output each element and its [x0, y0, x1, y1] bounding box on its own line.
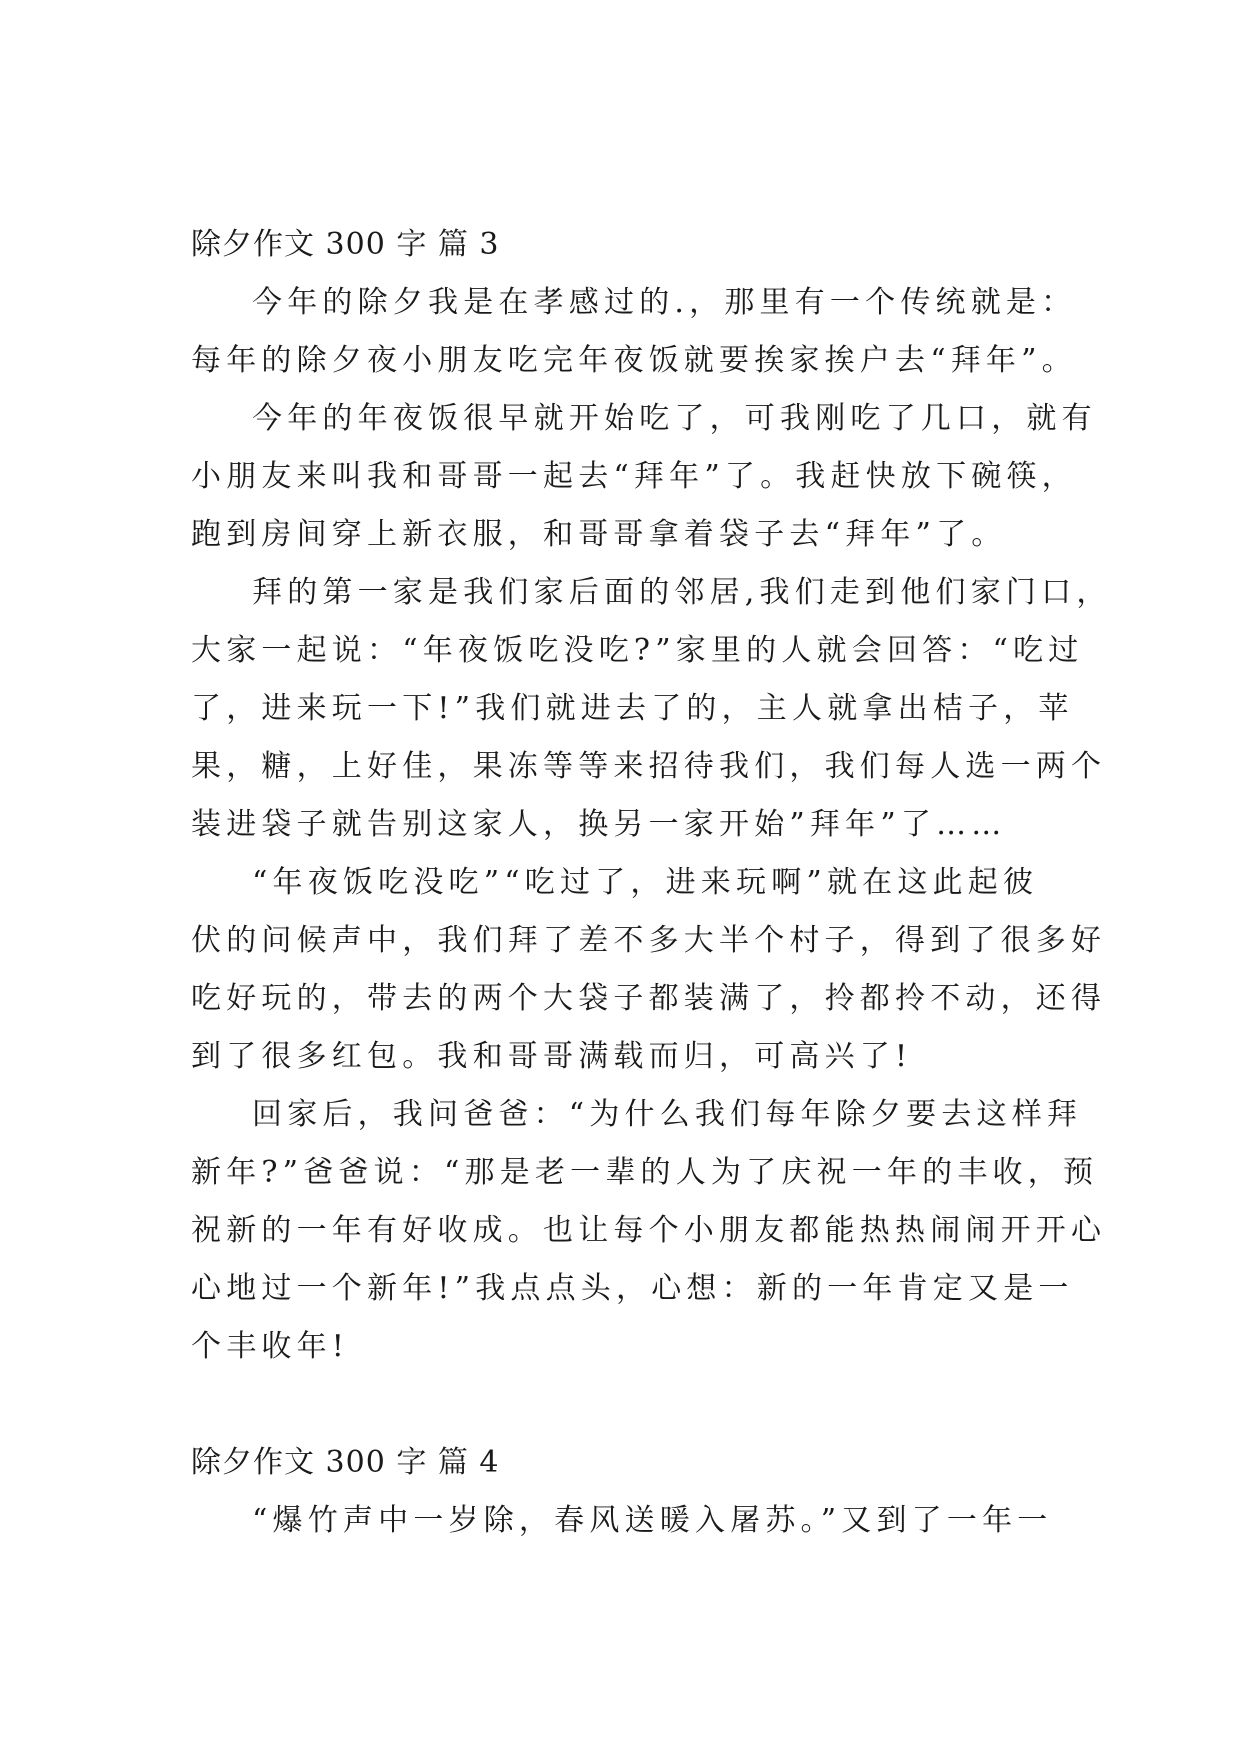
paragraph-line: 新年?”爸爸说：“那是老一辈的人为了庆祝一年的丰收，预 — [191, 1155, 1099, 1190]
paragraph-line: 了，进来玩一下!”我们就进去了的，主人就拿出桔子，苹 — [191, 691, 1074, 726]
paragraph-line: 祝新的一年有好收成。也让每个小朋友都能热热闹闹开开心 — [191, 1213, 1107, 1248]
paragraph-line: “爆竹声中一岁除，春风送暖入屠苏。”又到了一年一 — [252, 1503, 1053, 1538]
paragraph-line: 吃好玩的，带去的两个大袋子都装满了，拎都拎不动，还得 — [191, 981, 1107, 1016]
paragraph-line: 果，糖，上好佳，果冻等等来招待我们，我们每人选一两个 — [191, 749, 1107, 784]
paragraph-line: 伏的问候声中，我们拜了差不多大半个村子，得到了很多好 — [191, 923, 1107, 958]
paragraph-line: 今年的年夜饭很早就开始吃了，可我刚吃了几口，就有 — [252, 401, 1097, 436]
paragraph-line: 今年的除夕我是在孝感过的.，那里有一个传统就是： — [252, 285, 1077, 320]
paragraph-line: 心地过一个新年!”我点点头，心想：新的一年肯定又是一 — [191, 1271, 1074, 1306]
section-heading: 除夕作文 300 字 篇 3 — [191, 227, 500, 262]
paragraph-line: 装进袋子就告别这家人，换另一家开始”拜年”了…… — [191, 807, 1007, 842]
paragraph-line: 个丰收年! — [191, 1329, 350, 1364]
section-heading: 除夕作文 300 字 篇 4 — [191, 1445, 500, 1480]
paragraph-line: 大家一起说：“年夜饭吃没吃?”家里的人就会回答：“吃过 — [191, 633, 1084, 668]
paragraph-line: “年夜饭吃没吃”“吃过了，进来玩啊”就在这此起彼 — [252, 865, 1039, 900]
paragraph-line: 小朋友来叫我和哥哥一起去“拜年”了。我赶快放下碗筷， — [191, 459, 1077, 494]
paragraph-line: 跑到房间穿上新衣服，和哥哥拿着袋子去“拜年”了。 — [191, 517, 1007, 552]
paragraph-line: 回家后，我问爸爸：“为什么我们每年除夕要去这样拜 — [252, 1097, 1083, 1132]
paragraph-line: 每年的除夕夜小朋友吃完年夜饭就要挨家挨户去“拜年”。 — [191, 343, 1077, 378]
paragraph-line: 拜的第一家是我们家后面的邻居,我们走到他们家门口， — [252, 575, 1112, 610]
paragraph-line: 到了很多红包。我和哥哥满载而归，可高兴了! — [191, 1039, 913, 1074]
